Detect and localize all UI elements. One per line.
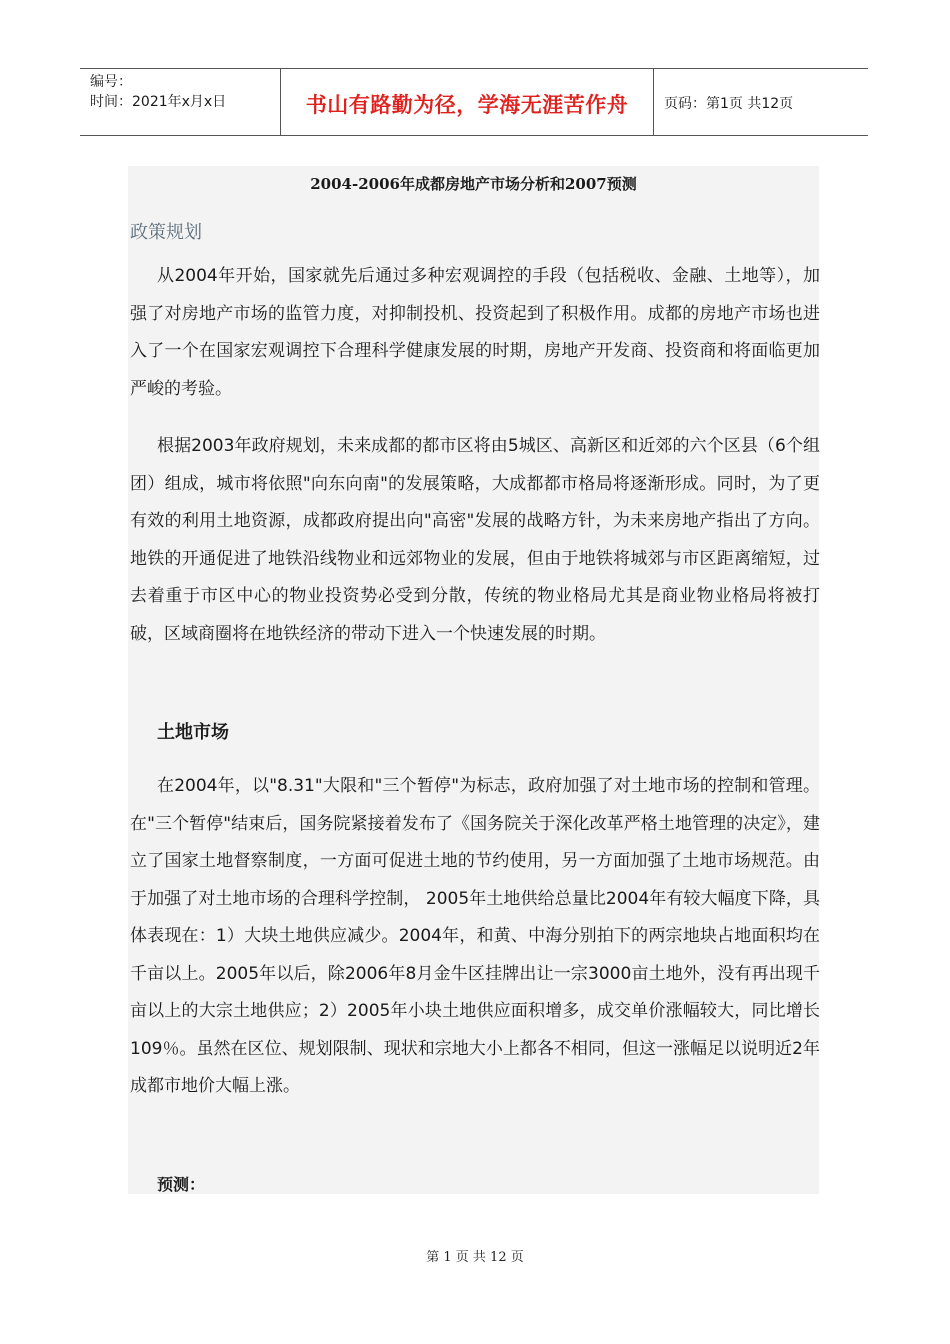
section-heading-land-market: 土地市场 (157, 722, 229, 743)
header-meta (80, 69, 281, 135)
paragraph-policy-1: 从2004年开始，国家就先后通过多种宏观调控的手段（包括税收、金融、土地等），加强了对房地产市场的监管力度，对抑制投机、投资起到了积极作用。成都的房地产市场也进入了一个在国家宏观调控下合理科学健康发展的时期，房地产开发商、投资商和将面临更加严峻的考验。 (130, 266, 820, 399)
page-footer: 第 1 页 共 12 页 (426, 1250, 524, 1265)
header-motto: 书山有路勤为径，学海无涯苦作舟 (281, 69, 654, 135)
page-header (80, 68, 868, 136)
document-number-label: 编号： (90, 74, 132, 90)
paragraph-land-market: 在2004年，以"8.31"大限和"三个暂停"为标志，政府加强了对土地市场的控制和管理。在"三个暂停"结束后，国务院紧接着发布了《国务院关于深化改革严格土地管理的决定》，建立了国家土地督察制度，一方面可促进土地的节约使用，另一方面加强了土地市场规范。由于加强了对土地市场的合理科学控制， 2005年土地供给总量比2004年有较大幅度下降，具体表现在：1）大块土地供应减少。2004年，和黄、中海分别拍下的两宗地块占地面积均在千亩以上。2005年以后，除2006年8月金牛区挂牌出让一宗3000亩土地外，没有再出现千亩以上的大宗土地供应；2）2005年小块土地供应面积增多，成交单价涨幅较大，同比增长109％。虽然在区位、规划限制、现状和宗地大小上都各不相同，但这一涨幅足以说明近2年成都市地价大幅上涨。 (130, 776, 820, 1096)
document-body (128, 166, 819, 1194)
header-page-info: 页码：第1页 共12页 (664, 96, 794, 112)
section-heading-policy: 政策规划 (130, 222, 202, 243)
document-date-label: 时间：2021年x月x日 (90, 94, 227, 110)
document-title: 2004-2006年成都房地产市场分析和2007预测 (310, 175, 637, 193)
section-heading-forecast: 预测： (157, 1175, 206, 1194)
paragraph-policy-2: 根据2003年政府规划，未来成都的都市区将由5城区、高新区和近郊的六个区县（6个组团）组成，城市将依照"向东向南"的发展策略，大成都都市格局将逐渐形成。同时，为了更有效的利用土地资源，成都政府提出向"高密"发展的战略方针，为未来房地产指出了方向。地铁的开通促进了地铁沿线物业和远郊物业的发展，但由于地铁将城郊与市区距离缩短，过去着重于市区中心的物业投资势必受到分散，传统的物业格局尤其是商业物业格局将被打破，区域商圈将在地铁经济的带动下进入一个快速发展的时期。 (130, 436, 820, 644)
